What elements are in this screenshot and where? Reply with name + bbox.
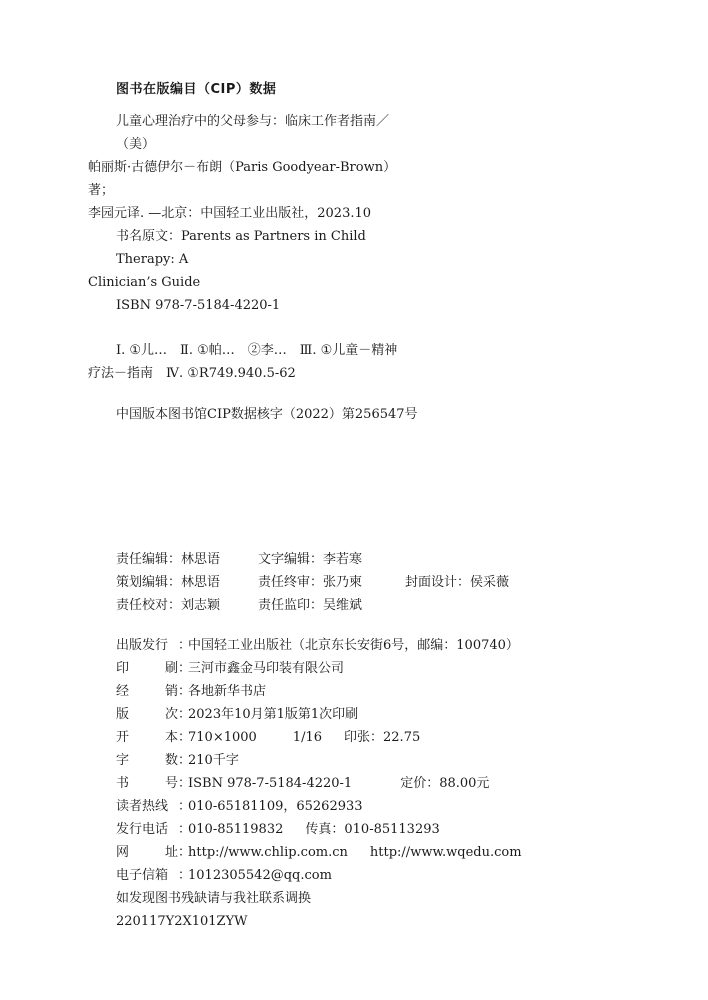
email-row: 电子信箱 ： 1012305542@qq.com: [116, 868, 332, 883]
cip-original-title-cont: Clinician’s Guide: [88, 275, 201, 290]
sales-phone-row: 发行电话 ： 010-85119832 传真： 010-85113293: [116, 822, 440, 837]
cip-subject-cont: 疗法－指南 Ⅳ. ①R749.940.5-62: [88, 366, 296, 381]
credit-entry: 文字编辑：李若寒: [258, 552, 363, 567]
spaced-label: 版 次: [116, 707, 178, 722]
credits-block: [116, 548, 509, 617]
cip-author-line: 帕丽斯·古德伊尔－布朗（Paris Goodyear-Brown）著；: [88, 160, 397, 198]
isbn-row: 书 号 ： ISBN 978-7-5184-4220-1 定价： 88.00元: [116, 772, 522, 795]
website-link-2: http://www.wqedu.com: [369, 845, 522, 860]
notice-row: 如发现图书残缺请与我社联系调换: [116, 891, 312, 906]
cip-subject-line: Ⅰ. ①儿… Ⅱ. ①帕… ②李… Ⅲ. ①儿童－精神: [116, 343, 398, 358]
credit-entry: 责任监印：吴维斌: [258, 598, 363, 613]
publisher-row: 出版发行 ： 中国轻工业出版社（北京东长安街6号，邮编：100740）: [116, 638, 519, 653]
spaced-label: 书 号: [116, 776, 178, 791]
cip-block: [88, 110, 418, 426]
publication-info: [116, 634, 522, 933]
words-row: 字 数 ： 210千字: [116, 749, 522, 772]
spaced-label: 印 刷: [116, 661, 178, 676]
distributor-row: 经 销 ： 各地新华书店: [116, 680, 522, 703]
hotline-row: 读者热线 ： 010-65181109，65262933: [116, 799, 363, 814]
cip-heading: 图书在版编目（CIP）数据: [116, 82, 277, 97]
cip-check-number: 中国版本图书馆CIP数据核字（2022）第256547号: [116, 407, 418, 422]
credit-entry: 封面设计：侯采薇: [405, 575, 510, 590]
spaced-label: 字 数: [116, 753, 178, 768]
credit-entry: 策划编辑：林思语: [116, 575, 221, 590]
credits-row: [116, 548, 509, 571]
cip-isbn: ISBN 978-7-5184-4220-1: [116, 298, 281, 313]
website-row: 网 址 ： http://www.chlip.com.cn http://www.wqedu.com: [116, 841, 522, 864]
spaced-label: 开 本: [116, 730, 178, 745]
credit-entry: 责任终审：张乃柬: [258, 575, 363, 590]
format-row: 开 本 ： 710×1000 1/16 印张： 22.75: [116, 726, 522, 749]
printer-row: 印 刷 ： 三河市鑫金马印装有限公司: [116, 657, 522, 680]
credit-entry: 责任编辑：林思语: [116, 552, 221, 567]
cip-title-line: 儿童心理治疗中的父母参与：临床工作者指南／（美）: [116, 114, 390, 152]
spaced-label: 经 销: [116, 684, 178, 699]
credit-entry: 责任校对：刘志颖: [116, 598, 221, 613]
credits-row: [116, 571, 509, 594]
print-code: 220117Y2X101ZYW: [116, 914, 248, 929]
cip-original-title-line: 书名原文：Parents as Partners in Child Therapy: A: [116, 229, 366, 267]
edition-row: 版 次 ： 2023年10月第1版第1次印刷: [116, 703, 522, 726]
website-link-1: http://www.chlip.com.cn: [188, 845, 348, 860]
cip-translator-line: 李园元译. —北京：中国轻工业出版社，2023.10: [88, 206, 372, 221]
spaced-label: 网 址: [116, 845, 178, 860]
credits-row: [116, 594, 509, 617]
